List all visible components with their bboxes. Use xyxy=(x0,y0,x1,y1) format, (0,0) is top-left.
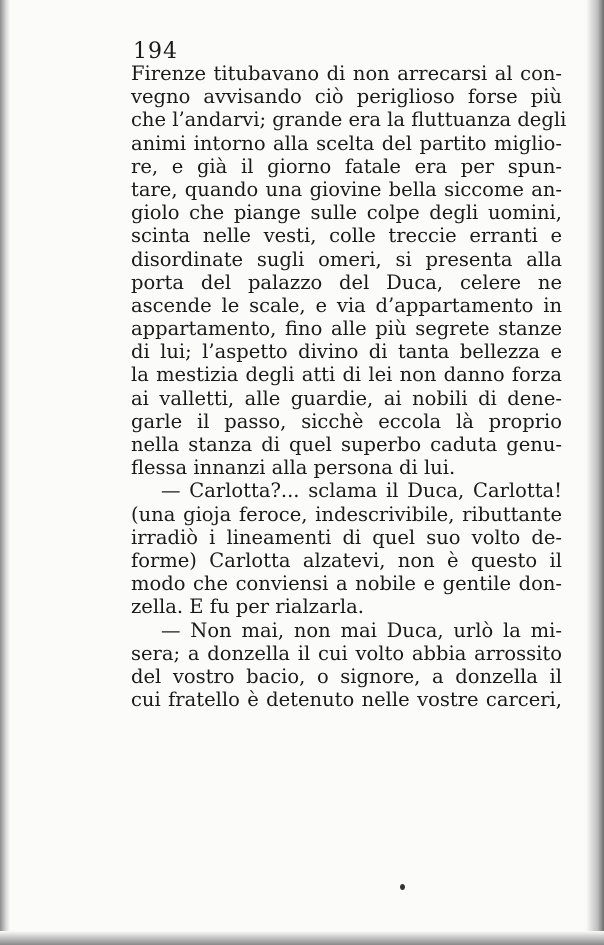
text-line: appartamento, fino alle più segrete stanze xyxy=(131,317,562,341)
text-line: — Carlotta?... sclama il Duca, Carlotta! xyxy=(161,479,562,503)
text-line: di lui; l’aspetto divino di tanta bellezza e xyxy=(131,340,562,364)
text-line: (una gioja feroce, indescrivibile, ributtante xyxy=(131,502,562,526)
page-left-edge xyxy=(0,0,10,945)
text-line: sera; a donzella il cui volto abbia arrossito xyxy=(131,641,562,665)
text-line: nella stanza di quel superbo caduta genu- xyxy=(131,433,562,456)
text-line: scinta nelle vesti, colle treccie erranti e xyxy=(131,224,562,248)
text-line: ai valletti, alle guardie, ai nobili di dene- xyxy=(131,386,562,410)
text-line: vegno avvisando ciò periglioso forse più xyxy=(131,85,562,109)
page-number: 194 xyxy=(133,39,178,64)
text-line: animi intorno alla scelta del partito miglio- xyxy=(131,131,562,155)
body-text xyxy=(131,62,567,712)
page-right-edge xyxy=(586,0,604,945)
text-line: flessa innanzi alla persona di lui. xyxy=(131,456,456,480)
text-line: disordinate sugli omeri, si presenta alla xyxy=(131,247,562,271)
page-bottom-edge xyxy=(0,931,604,945)
text-line: tare, quando una giovine bella siccome an- xyxy=(131,177,562,201)
ink-speck xyxy=(400,884,405,890)
text-line: modo che conviensi a nobile e gentile don- xyxy=(131,572,562,596)
text-line: garle il passo, sicchè eccola là proprio xyxy=(131,409,562,433)
text-line: forme) Carlotta alzatevi, non è questo il xyxy=(131,548,562,572)
text-line: del vostro bacio, o signore, a donzella il xyxy=(131,664,562,688)
text-line: porta del palazzo del Duca, celere ne xyxy=(131,270,562,294)
text-line: — Non mai, non mai Duca, urlò la mi- xyxy=(161,618,562,642)
text-line: irradiò i lineamenti di quel suo volto de- xyxy=(131,525,562,549)
text-line: la mestizia degli atti di lei non danno forza xyxy=(131,363,562,387)
text-line: che l’andarvi; grande era la fluttuanza degli xyxy=(131,108,567,132)
text-line: Firenze titubavano di non arrecarsi al con- xyxy=(131,62,562,85)
text-line: re, e già il giorno fatale era per spun- xyxy=(131,154,562,178)
text-line: giolo che piange sulle colpe degli uomini, xyxy=(131,201,562,225)
text-line: cui fratello è detenuto nelle vostre carceri, xyxy=(131,688,562,712)
text-line: zella. E fu per rialzarla. xyxy=(131,595,364,619)
text-line: ascende le scale, e via d’appartamento in xyxy=(131,293,562,317)
